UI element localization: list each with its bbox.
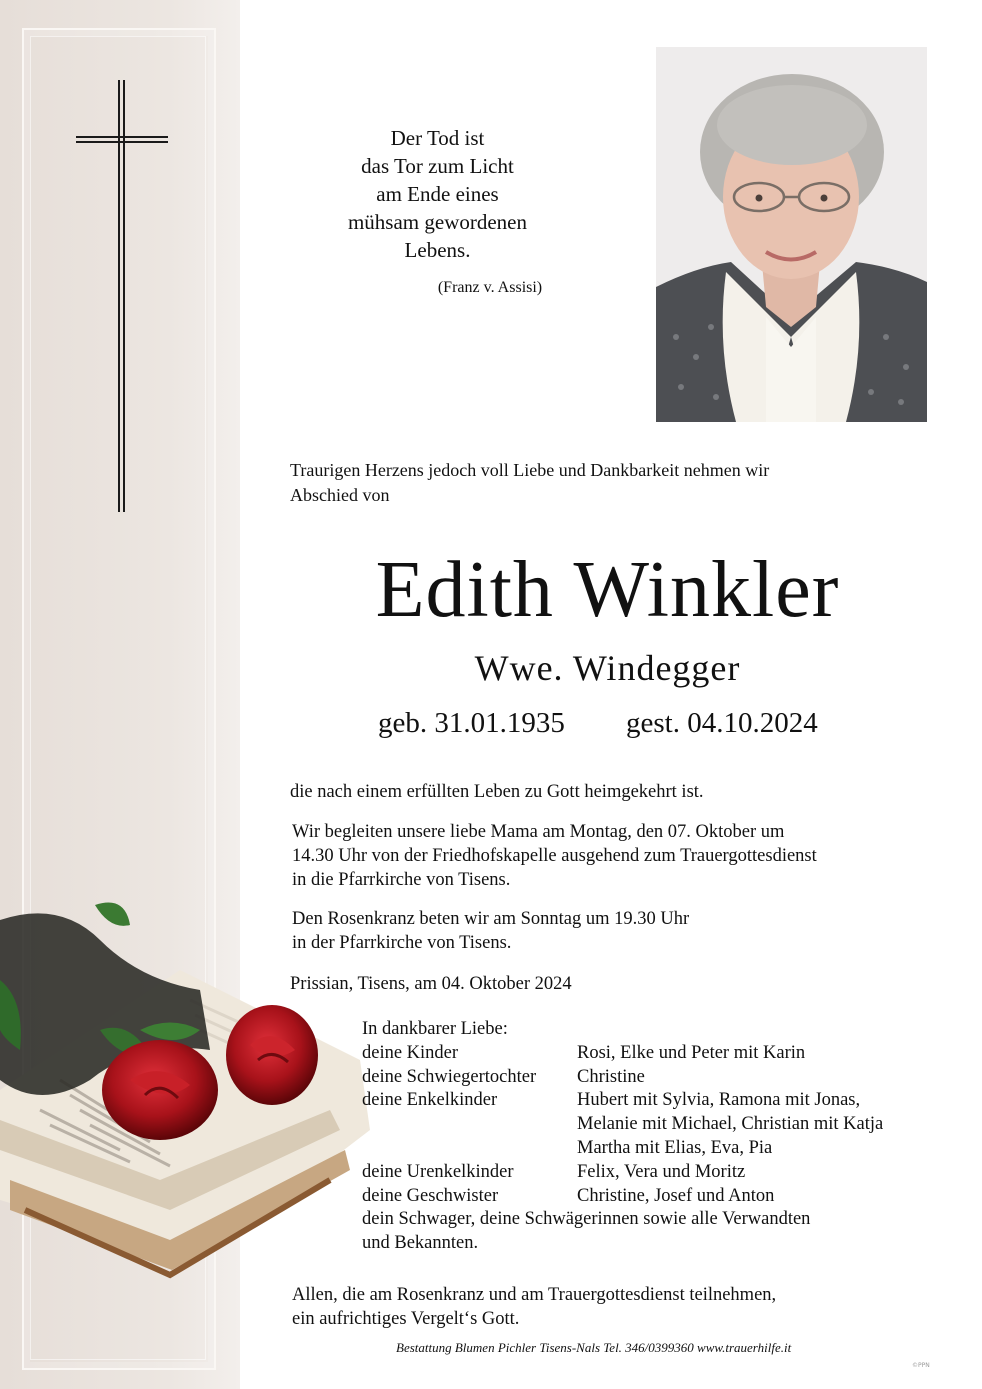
mourner-row xyxy=(362,1161,962,1185)
intro-text xyxy=(290,458,890,508)
intro-line: Traurigen Herzens jedoch voll Liebe und Dankbarkeit nehmen wir xyxy=(290,460,770,480)
mourners-list xyxy=(362,1018,962,1256)
quote-author: (Franz v. Assisi) xyxy=(437,279,543,296)
mourner-names: Christine xyxy=(577,1066,645,1087)
cross-icon xyxy=(76,80,168,512)
mourner-relation: deine Schwiegertochter xyxy=(362,1066,537,1087)
mourner-row xyxy=(362,1113,962,1137)
mourner-row xyxy=(362,1137,962,1161)
other-mourners: dein Schwager, deine Schwägerinnen sowie alle Verwandten xyxy=(362,1209,811,1230)
copyright-mark: ©PPN xyxy=(912,1362,930,1369)
thanks-line: ein aufrichtiges Vergelt‘s Gott. xyxy=(292,1309,520,1329)
rosary-line: Den Rosenkranz beten wir am Sonntag um 19.30 Uhr xyxy=(292,909,690,929)
mourner-names: Hubert mit Sylvia, Ramona mit Jonas, xyxy=(577,1090,861,1111)
mourners-heading: In dankbarer Liebe: xyxy=(362,1019,508,1039)
mourner-row xyxy=(362,1042,962,1066)
rosary-line: in der Pfarrkirche von Tisens. xyxy=(292,933,512,953)
funeral-line: 14.30 Uhr von der Friedhofskapelle ausgehend zum Trauergottesdienst xyxy=(292,846,817,866)
other-mourners: und Bekannten. xyxy=(362,1233,479,1254)
funeral-line: in die Pfarrkirche von Tisens. xyxy=(292,870,511,890)
mourner-names: Christine, Josef und Anton xyxy=(577,1185,775,1206)
mourner-row xyxy=(362,1185,962,1209)
mourner-names: Melanie mit Michael, Christian mit Katja xyxy=(577,1114,884,1135)
mourner-names: Rosi, Elke und Peter mit Karin xyxy=(577,1042,806,1063)
mourner-relation: deine Geschwister xyxy=(362,1185,499,1206)
mourner-row xyxy=(362,1066,962,1090)
death-date: gest. 04.10.2024 xyxy=(626,707,818,739)
returned-text: die nach einem erfüllten Leben zu Gott heimgekehrt ist. xyxy=(290,782,704,802)
quote xyxy=(300,124,575,264)
mourner-names: Felix, Vera und Moritz xyxy=(577,1161,746,1182)
portrait-photo xyxy=(656,47,927,422)
quote-line: Lebens. xyxy=(404,238,471,262)
deceased-maiden-name: Wwe. Windegger xyxy=(474,648,741,688)
quote-line: mühsam gewordenen xyxy=(347,210,528,234)
funeral-text xyxy=(292,820,817,892)
mourner-relation: deine Urenkelkinder xyxy=(362,1161,514,1182)
birth-date: geb. 31.01.1935 xyxy=(378,707,565,739)
funeral-line: Wir begleiten unsere liebe Mama am Montag, den 07. Oktober um xyxy=(292,822,785,842)
thanks-text xyxy=(292,1283,776,1331)
mourner-relation: deine Enkelkinder xyxy=(362,1090,498,1111)
place-date: Prissian, Tisens, am 04. Oktober 2024 xyxy=(290,974,572,994)
deceased-name: Edith Winkler xyxy=(375,546,840,634)
mourner-relation: deine Kinder xyxy=(362,1042,459,1063)
quote-line: am Ende eines xyxy=(376,182,499,206)
intro-line: Abschied von xyxy=(290,485,390,505)
quote-line: Der Tod ist xyxy=(390,126,485,150)
mourner-names: Martha mit Elias, Eva, Pia xyxy=(577,1137,773,1158)
quote-line: das Tor zum Licht xyxy=(361,154,514,178)
undertaker-footer: Bestattung Blumen Pichler Tisens-Nals Tel. 346/0399360 www.trauerhilfe.it xyxy=(396,1340,792,1355)
thanks-line: Allen, die am Rosenkranz und am Trauergottesdienst teilnehmen, xyxy=(292,1285,777,1305)
mourner-row xyxy=(362,1089,962,1113)
rosary-text xyxy=(292,907,689,955)
